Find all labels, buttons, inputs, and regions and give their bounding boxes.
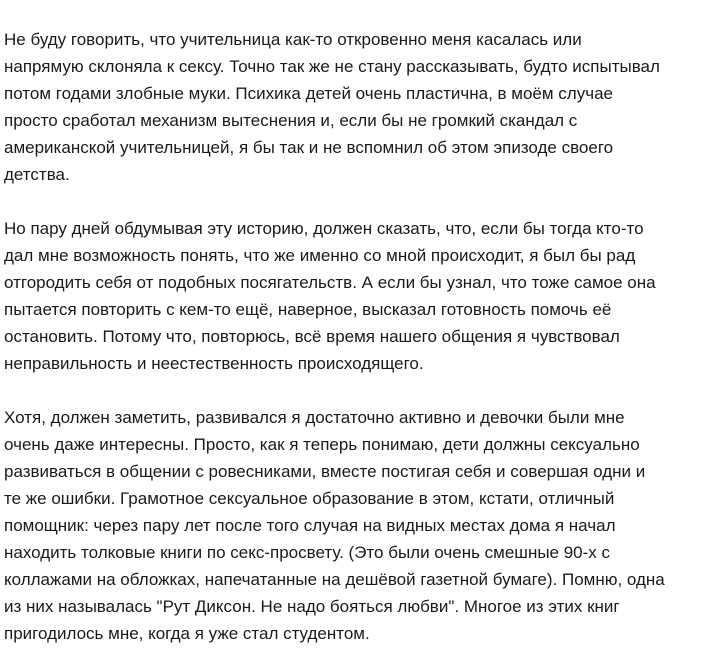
text-line: просто сработал механизм вытеснения и, если бы не громкий скандал с bbox=[4, 111, 578, 130]
text-line: пытается повторить с кем-то ещё, наверное, высказал готовность помочь её bbox=[4, 300, 612, 319]
text-line: Не буду говорить, что учительница как-то откровенно меня касалась или bbox=[4, 30, 582, 49]
text-line: помощник: через пару лет после того случая на видных местах дома я начал bbox=[4, 516, 616, 535]
text-line: потом годами злобные муки. Психика детей очень пластична, в моём случае bbox=[4, 84, 613, 103]
text-line: коллажами на обложках, напечатанные на дешёвой газетной бумаге). Помню, одна bbox=[4, 570, 665, 589]
text-line: пригодилось мне, когда я уже стал студентом. bbox=[4, 624, 370, 643]
text-line: Но пару дней обдумывая эту историю, должен сказать, что, если бы тогда кто-то bbox=[4, 219, 644, 238]
paragraph-2 bbox=[4, 215, 700, 377]
text-line: дал мне возможность понять, что же именно со мной происходит, я был бы рад bbox=[4, 246, 636, 265]
text-line: из них называлась "Рут Диксон. Не надо бояться любви". Многое из этих книг bbox=[4, 597, 620, 616]
paragraph-1 bbox=[4, 26, 700, 188]
text-line: те же ошибки. Грамотное сексуальное образование в этом, кстати, отличный bbox=[4, 489, 615, 508]
text-line: Хотя, должен заметить, развивался я достаточно активно и девочки были мне bbox=[4, 408, 625, 427]
text-line: находить толковые книги по секс-просвету. (Это были очень смешные 90-х с bbox=[4, 543, 611, 562]
text-line: американской учительницей, я бы так и не вспомнил об этом эпизоде своего bbox=[4, 138, 614, 157]
text-line: отгородить себя от подобных посягательств. А если бы узнал, что тоже самое она bbox=[4, 273, 656, 292]
text-line: остановить. Потому что, повторюсь, всё время нашего общения я чувствовал bbox=[4, 327, 620, 346]
text-line: неправильность и неестественность происходящего. bbox=[4, 354, 424, 373]
text-line: детства. bbox=[4, 165, 70, 184]
paragraph-3 bbox=[4, 404, 700, 647]
text-line: очень даже интересны. Просто, как я теперь понимаю, дети должны сексуально bbox=[4, 435, 640, 454]
text-line: развиваться в общении с ровесниками, вместе постигая себя и совершая одни и bbox=[4, 462, 646, 481]
text-line: напрямую склоняла к сексу. Точно так же не стану рассказывать, будто испытывал bbox=[4, 57, 660, 76]
